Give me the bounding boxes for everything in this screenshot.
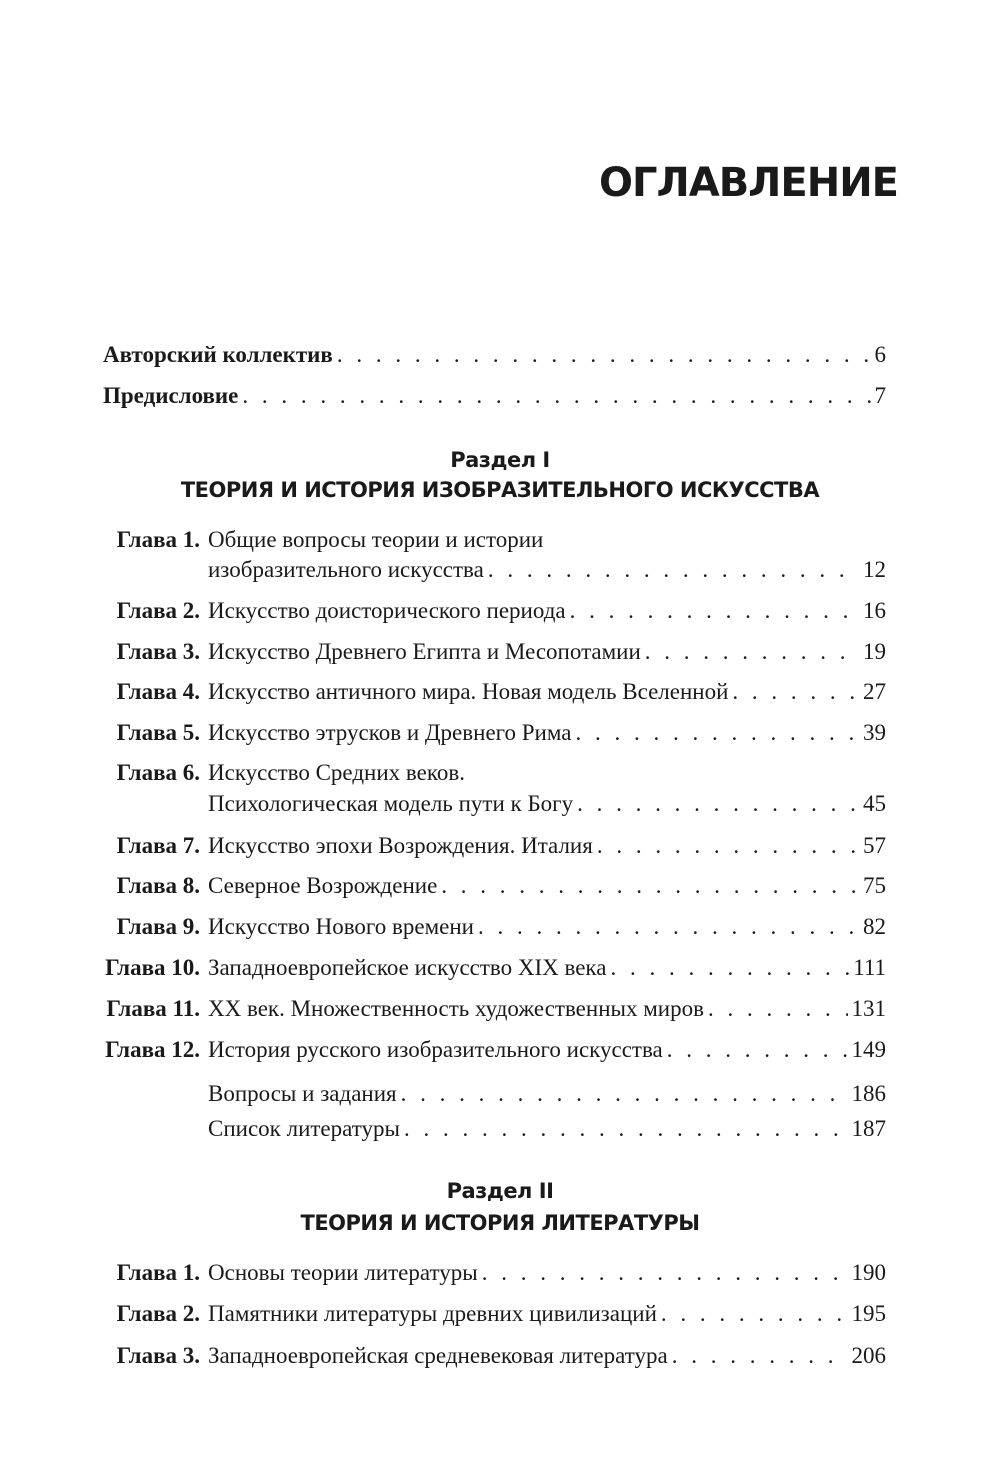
toc-entry[interactable] bbox=[103, 555, 886, 585]
page-number: 6 bbox=[874, 342, 886, 367]
toc-entry[interactable] bbox=[103, 1299, 886, 1329]
page-number: 195 bbox=[851, 1301, 886, 1326]
toc-entry[interactable] bbox=[103, 953, 886, 983]
entry-title: Памятники литературы древних цивилизаций bbox=[208, 1301, 657, 1326]
page-number: 149 bbox=[851, 1037, 886, 1062]
chapter-number: Глава 7. bbox=[116, 833, 200, 858]
chapter-number: Глава 6. bbox=[116, 760, 200, 785]
page-number: 82 bbox=[863, 914, 886, 939]
page-number: 12 bbox=[863, 557, 886, 582]
dot-leader bbox=[488, 555, 859, 585]
dot-leader bbox=[478, 912, 859, 942]
toc-entry[interactable] bbox=[103, 789, 886, 819]
page-number: 16 bbox=[863, 598, 886, 623]
toc-entry[interactable] bbox=[103, 994, 886, 1024]
page-number: 131 bbox=[851, 996, 886, 1021]
page-number: 19 bbox=[863, 639, 886, 664]
dot-leader bbox=[708, 994, 848, 1024]
dot-leader bbox=[577, 789, 859, 819]
page-number: 206 bbox=[851, 1343, 886, 1368]
toc-entry[interactable] bbox=[103, 1035, 886, 1065]
entry-title: Основы теории литературы bbox=[208, 1260, 478, 1285]
dot-leader bbox=[482, 1258, 848, 1288]
toc-entry[interactable] bbox=[103, 381, 886, 411]
entry-title: Искусство этрусков и Древнего Рима bbox=[208, 720, 572, 745]
section-title: ТЕОРИЯ И ИСТОРИЯ ИЗОБРАЗИТЕЛЬНОГО ИСКУССТВА bbox=[180, 478, 820, 502]
dot-leader bbox=[732, 677, 859, 707]
chapter-number: Глава 4. bbox=[116, 679, 200, 704]
chapter-number: Глава 1. bbox=[116, 1260, 200, 1285]
page-number: 187 bbox=[851, 1116, 886, 1141]
entry-label: Авторский коллектив bbox=[103, 342, 333, 367]
toc-entry[interactable] bbox=[103, 1079, 886, 1109]
toc-entry[interactable] bbox=[103, 596, 886, 626]
toc-entry[interactable] bbox=[103, 831, 886, 861]
entry-title: Северное Возрождение bbox=[208, 873, 438, 898]
chapter-number: Глава 9. bbox=[116, 914, 200, 939]
page-number: 27 bbox=[863, 679, 886, 704]
dot-leader bbox=[337, 340, 871, 370]
dot-leader bbox=[570, 596, 859, 626]
dot-leader bbox=[575, 718, 859, 748]
chapter-number: Глава 1. bbox=[116, 527, 200, 552]
section-label: Раздел II bbox=[446, 1179, 554, 1203]
toc-entry[interactable] bbox=[103, 871, 886, 901]
page-number: 75 bbox=[863, 873, 886, 898]
page-number: 190 bbox=[851, 1260, 886, 1285]
chapter-number: Глава 11. bbox=[106, 996, 200, 1021]
section-label: Раздел I bbox=[450, 448, 550, 472]
entry-title: Искусство доисторического периода bbox=[208, 598, 566, 623]
entry-title: Западноевропейское искусство XIX века bbox=[208, 955, 607, 980]
dot-leader bbox=[610, 953, 849, 983]
chapter-number: Глава 3. bbox=[116, 639, 200, 664]
chapter-number: Глава 5. bbox=[116, 720, 200, 745]
dot-leader bbox=[667, 1035, 848, 1065]
entry-label: Предисловие bbox=[103, 383, 239, 408]
page-title: ОГЛАВЛЕНИЕ bbox=[599, 160, 898, 206]
page-number: 39 bbox=[863, 720, 886, 745]
chapter-number: Глава 12. bbox=[105, 1037, 200, 1062]
toc-entry[interactable] bbox=[103, 718, 886, 748]
dot-leader bbox=[645, 637, 859, 667]
entry-title: Искусство эпохи Возрождения. Италия bbox=[208, 833, 593, 858]
entry-title: Искусство античного мира. Новая модель Вселенной bbox=[208, 679, 729, 704]
chapter-number: Глава 10. bbox=[105, 955, 200, 980]
entry-title: История русского изобразительного искусства bbox=[208, 1037, 663, 1062]
dot-leader bbox=[661, 1299, 848, 1329]
page-number: 186 bbox=[851, 1081, 886, 1106]
toc-entry[interactable] bbox=[103, 1114, 886, 1144]
dot-leader bbox=[242, 381, 870, 411]
entry-title-line1: Искусство Средних веков. bbox=[208, 760, 465, 785]
page-number: 111 bbox=[853, 955, 886, 980]
dot-leader bbox=[404, 1114, 848, 1144]
entry-title: изобразительного искусства bbox=[208, 557, 484, 582]
toc-entry[interactable] bbox=[103, 340, 886, 370]
dot-leader bbox=[441, 871, 859, 901]
toc-entry[interactable] bbox=[103, 637, 886, 667]
chapter-number: Глава 2. bbox=[116, 1301, 200, 1326]
toc-entry[interactable] bbox=[103, 1258, 886, 1288]
entry-title: Западноевропейская средневековая литература bbox=[208, 1343, 668, 1368]
page-number: 45 bbox=[863, 791, 886, 816]
chapter-number: Глава 3. bbox=[116, 1343, 200, 1368]
chapter-number: Глава 2. bbox=[116, 598, 200, 623]
entry-title: Искусство Древнего Египта и Месопотамии bbox=[208, 639, 641, 664]
dot-leader bbox=[672, 1341, 848, 1371]
entry-title: Искусство Нового времени bbox=[208, 914, 474, 939]
toc-entry[interactable] bbox=[103, 1341, 886, 1371]
dot-leader bbox=[597, 831, 859, 861]
entry-title: Психологическая модель пути к Богу bbox=[208, 791, 574, 816]
entry-title: Список литературы bbox=[208, 1116, 400, 1141]
section-title: ТЕОРИЯ И ИСТОРИЯ ЛИТЕРАТУРЫ bbox=[300, 1211, 700, 1235]
entry-title: XX век. Множественность художественных миров bbox=[208, 996, 704, 1021]
page-number: 7 bbox=[874, 383, 886, 408]
toc-entry[interactable] bbox=[103, 912, 886, 942]
chapter-number: Глава 8. bbox=[116, 873, 200, 898]
page-number: 57 bbox=[863, 833, 886, 858]
toc-entry[interactable] bbox=[103, 677, 886, 707]
entry-title-line1: Общие вопросы теории и истории bbox=[208, 527, 544, 552]
dot-leader bbox=[401, 1079, 848, 1109]
entry-title: Вопросы и задания bbox=[208, 1081, 397, 1106]
